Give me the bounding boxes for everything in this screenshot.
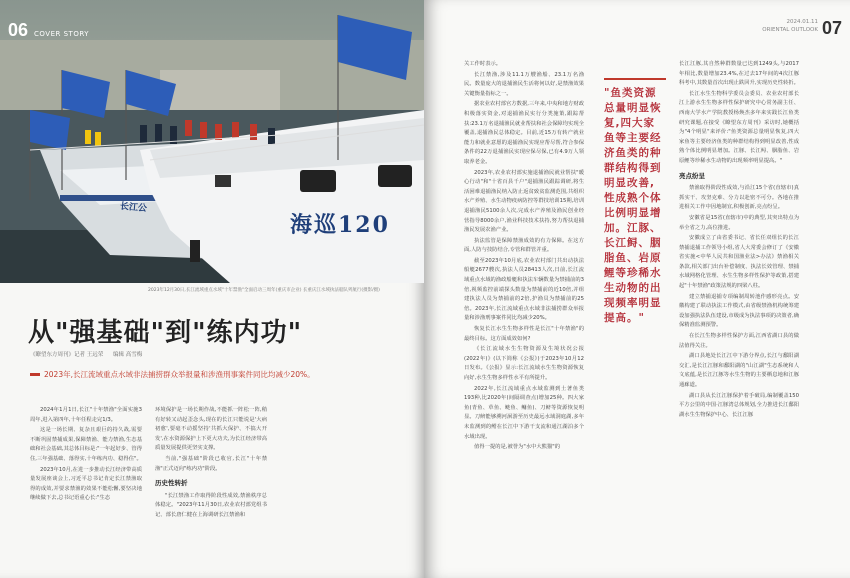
paragraph: 2023年10月,在进一步推动长江经济带高质量发展座谈会上,习近平总书记肯定长江禁渔取得的成效,并要求禁渔的效果不能松懈,要坚决地继续做下去,总书记语重心长:"生态 — [30, 466, 142, 502]
paragraph: 环境保护是一场长期作战,不能抓一阵松一阵,稍有好转又动起歪念头,现在的长江只能说是'大病初愈',要毫不动摇坚持'共抓大保护、不搞大开发',在水资源保护上下更大功夫,为长江经济带高质量发展提供更坚实支撑。 — [155, 407, 267, 452]
paragraph: 值得一提的是,被誉为"水中大熊猫"的 — [474, 444, 561, 451]
paragraph: 据农业农村部官方数据,三年来,中央和地方财政积极落实资金,对退捕渔民实行分类施策,跟踪帮扶:23.1万名退捕渔民就业帮扶和社会保障均实现全覆盖,退捕渔民总体稳定。目前,近15万有转产就业能力和就业意愿的退捕渔民实现应帮尽帮,符合参保条件的22万退捕渔民实现应保尽保,已有4.9万人领取养老金。 — [464, 101, 584, 165]
paragraph: 湖口县地处长江江中下游分界点,长江与鄱阳湖交汇,是长江江豚和鄱阳湖的"山江湖"生态系统和人文底蕴,是长江江豚等水生生物的主要栖息地和江豚通廊道。 — [679, 353, 799, 388]
paragraph: 2022年,长江流域重点水域监测到土著鱼类193种,比2020年(间隔调查点)增加25种。四大家鱼(青鱼、草鱼、鲢鱼、鳙鱼)、刀鲚等资源恢复明显。刀鲚能够溯河洄游至历史最远水域洞庭湖,多年未监测到的鳤在长江中下游干支流和通江湖泊多个水域出现。 — [464, 385, 584, 440]
paragraph: 这是一场长期、复杂且艰巨的持久战,需要不断巩固禁捕成果,保障禁渔、能力禁渔,生态基础和社会基础,其总体目标是:"一年起好步、管得住,三年强基础、落得实,十年练内功、稳得住"。 — [30, 427, 142, 462]
byline-editor: 编辑 高雪梅 — [113, 352, 143, 358]
left-column-1 — [30, 406, 142, 505]
lede-text: 2023年,长江流域重点水域非法捕捞群众举报量和涉渔刑事案件同比均减少20%。 — [44, 369, 315, 379]
paragraph: 当前,"强基础"阶段已收官,长江"十年禁渔"正式迈向"练内功"阶段。 — [155, 455, 267, 472]
paragraph: 安徽成立了由省委书记、省长任双组长的长江禁捕退捕工作领导小组,省人大常委会修订了《安徽省实施<中华人民共和国渔业法>办法》禁渔相关条款,相关部门出台补偿制度、执法长效管理、禁捕水域网格化管理、水生生物多样性保护等政策,搭建起"十年禁渔"政策法规的四梁八柱。 — [679, 235, 799, 290]
paragraph: 关工作时表示。 — [464, 61, 502, 67]
boat-label-large: 海巡120 — [290, 212, 390, 238]
paragraph: 截至2023年10月底,农业农村部门共出动执法船艇2677艘次,执法人员28413人次,日前,长江流域重点水域的渔政船艇和执法车辆数量为禁捕前的3倍,视频监控前端探头数量为禁捕前的近10倍,并组建执法人员为禁捕前的2倍,护渔员为禁捕前的25倍。2023年,长江流域重点水域非法捕捞群众举报量和涉渔刑事案件同比均减少20%。 — [464, 257, 584, 322]
right-column-1 — [464, 60, 584, 454]
paragraph: 安徽省是15省(直辖市)中的典型,其突出特点为举全省之力,高位推进。 — [679, 214, 799, 231]
right-column-3 — [679, 60, 799, 421]
lede-accent-bar — [30, 373, 40, 376]
paragraph: 长江禁渔,涉及11.1万艘渔船、23.1万名渔民。数量庞大的退捕渔民生活将何以好,是禁渔效果关键衡量指标之一。 — [464, 71, 584, 97]
paragraph: "长江禁渔工作取得阶段性成效,禁渔秩序总体稳定。"2023年11月30日,农业农村部党组书记、部长唐仁健在上海调研长江禁渔和 — [155, 492, 267, 518]
left-page — [0, 0, 424, 578]
paragraph: 《长江流域水生生物资源及生境状况公报(2022年)》(以下简称《公报》)于2023年10月12日发布。《公报》显示:长江流域水生生物资源恢复向好,水生生物多样性水平有所提升。 — [464, 346, 584, 381]
boats-illustration — [0, 0, 424, 283]
section-heading: 历史性转折 — [155, 479, 188, 488]
byline — [30, 350, 150, 358]
paragraph: 禁渔取得阶段性成效,与沿江15个省(直辖市)真抓实干、攻坚克难、分力以赴密不可分。各地在推进相关工作中因地制宜,积极创新,亮点纷呈。 — [679, 185, 799, 211]
byline-source: 《瞭望东方周刊》记者 王远荣 — [30, 352, 104, 358]
pull-quote — [604, 78, 666, 326]
magazine-brand: ORIENTAL OUTLOOK — [762, 27, 818, 33]
paragraph: 执法监管是保障禁渔成效的有力保障。在这方面,人防与技防结合,专管和群管并重。 — [464, 237, 584, 254]
paragraph: 2023年,农业农村部实施退捕渔民就业帮扶"暖心行动"和"十省百县千户"退捕渔民跟踪调研,将生活困难退捕渔民纳入防止返贫致贫监测范围,共组织水产养殖、水生动物疫病防控等群技培训15期,培训退捕渔民5100余人次,完成水产养殖及渔民创业经营指导8000余户,渔业科技技术扶持,努力帮扶退捕渔民发展农渔产业。 — [464, 169, 584, 234]
paragraph: 建立禁捕退捕专项编制周转池作感形亮点。安徽构建了联动执法工作模式,由省级禁渔机构统筹建设加强执法队伍建设,市级成为执法事项的决策者,确保精准监测预警。 — [679, 293, 799, 329]
left-column-2 — [155, 406, 267, 522]
page-header-right — [762, 18, 842, 38]
paragraph: 2024年1月1日,长江"十年禁渔"全面实施3周年,进入第四年,十年任程走完1/3。 — [30, 407, 142, 423]
section-heading: 亮点纷呈 — [679, 171, 705, 180]
cover-photo — [0, 0, 424, 283]
paragraph: 在长江生物多样性保护方面,江西省湖口县的做法值得关注。 — [679, 333, 799, 349]
page-number-left: 06 — [8, 20, 29, 40]
page-number-right: 07 — [821, 18, 842, 38]
boat-label-small: 长江公 — [119, 201, 148, 215]
article-title: 从"强基础"到"练内功" — [28, 318, 303, 348]
lede — [30, 366, 330, 382]
issue-meta — [762, 18, 818, 34]
section-label: COVER STORY — [34, 30, 90, 38]
page-header-left — [8, 20, 89, 41]
paragraph: 长江水生生物科学委员会委员、农业农村部长江上游水生生物多样性保护研究中心常务副主任、西南大学水产学院教授杨焕杰多年来实践长江鱼类研究课题,在接受《瞭望东方周刊》采访时,她概括为"4个明显"来评价:"鱼类资源总量明显恢复,四大家鱼等主要经济鱼类的种群结构得到明显改善,性成熟个体比例明显增加。江豚、长江鲟、胭脂鱼、岩原鲤等珍稀水生动物的出现频率明显提高。" — [679, 90, 799, 164]
paragraph: 湖口县从长江江豚保护着手破局,编制覆盖150平方公里的中国·江豚湾总体规划,全力推进长江鄱阳湖水生生物保护中心、长江江豚 — [679, 392, 799, 418]
issue-date: 2024.01.11 — [786, 19, 818, 25]
pull-quote-text: "鱼类资源总量明显恢复,四大家鱼等主要经济鱼类的种群结构得到明显改善,性成熟个体比例明显增加。江豚、长江鲟、胭脂鱼、岩原鲤等珍稀水生动物的出现频率明显提高。" — [604, 87, 662, 324]
paragraph: 长江江豚,其自然种群数量已达到1249头,与2017年相比,数量增加23.4%,在过去17年间的4次江豚科考中,其数量首次出现止跌回升,实现历史性转折。 — [679, 61, 799, 87]
right-page — [424, 0, 850, 578]
paragraph: 恢复长江水生生物多样性是长江"十年禁渔"的最终目标。这方面成效如何? — [464, 326, 584, 342]
photo-caption: 2023年12月30日,长江流域重点水域"十年禁渔"全面启动三周年(重庆市企业) 长重庆江水域执法船队列航行(摄影/摄) — [148, 288, 380, 293]
